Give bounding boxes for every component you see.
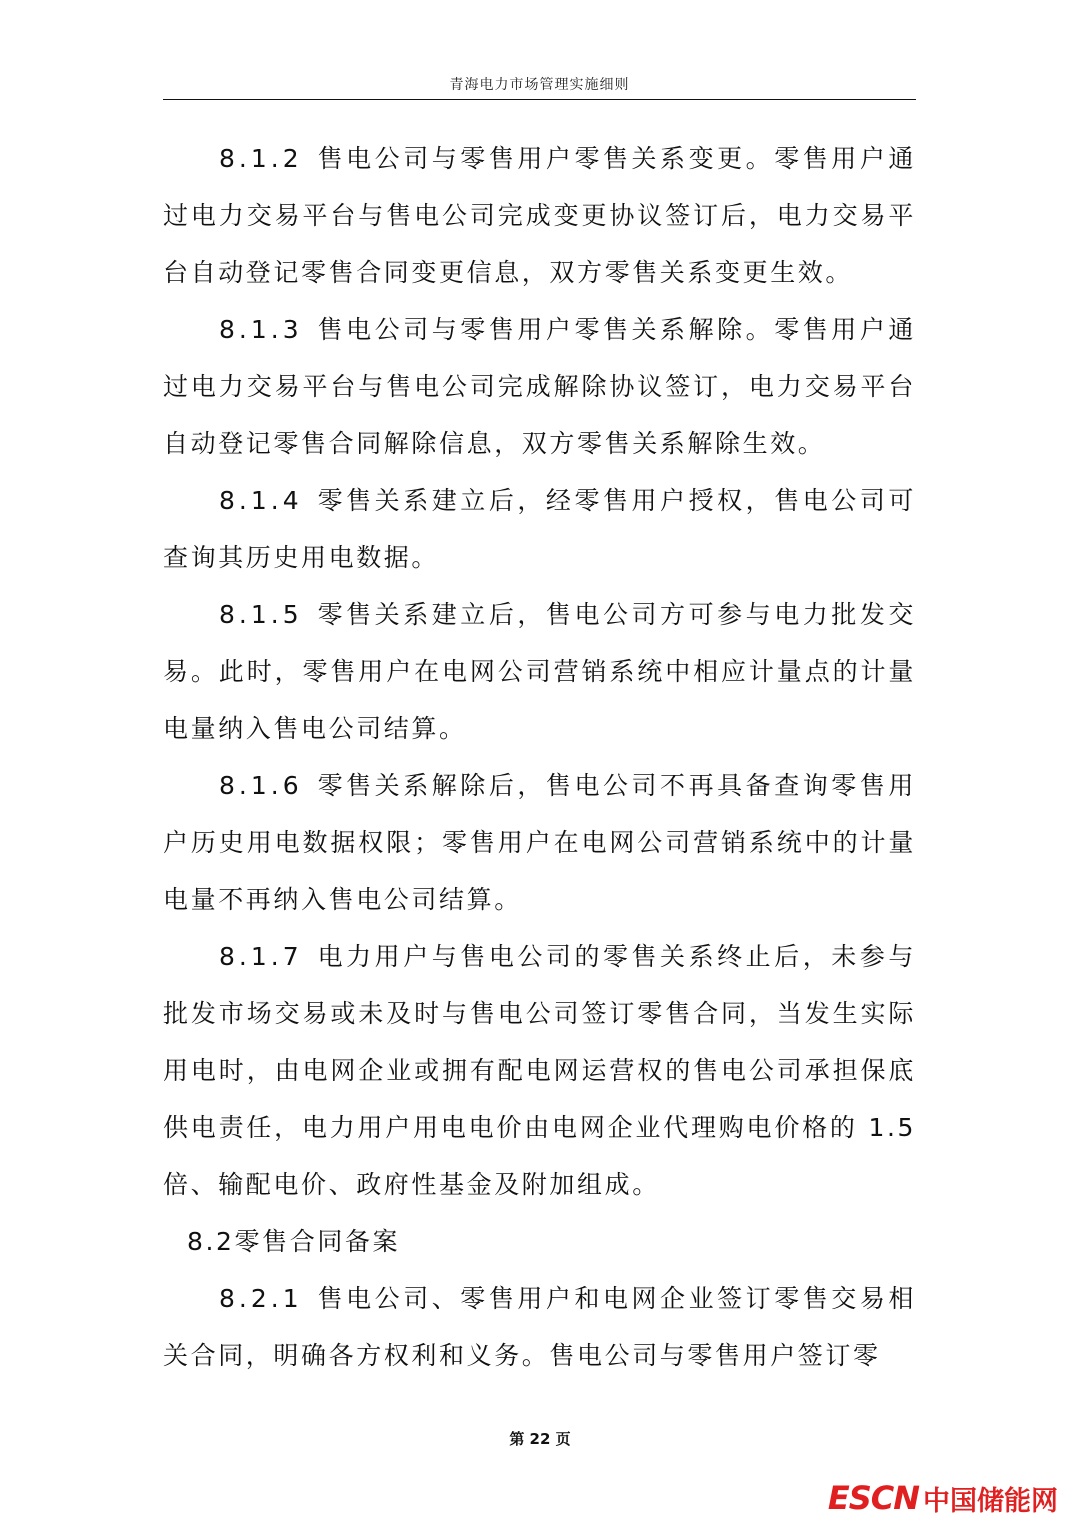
watermark-chinese: 中国储能网 <box>923 1485 1058 1517</box>
clause-number: 8.2.1 <box>219 1284 303 1313</box>
paragraph-text: 售电公司与零售用户零售关系解除。零售用户通过电力交易平台与售电公司完成解除协议签订，电力交易平台自动登记零售合同解除信息，双方零售关系解除生效。 <box>163 315 916 458</box>
section-heading-8-2: 8.2零售合同备案 <box>187 1227 401 1256</box>
clause-number: 8.1.2 <box>219 144 303 173</box>
clause-number: 8.1.4 <box>219 486 303 515</box>
paragraph-8-1-7 <box>163 928 916 1213</box>
running-header: 青海电力市场管理实施细则 <box>449 77 630 93</box>
watermark-latin: ESCN <box>827 1479 919 1517</box>
document-body <box>163 130 916 1384</box>
escn-watermark-logo <box>828 1480 1058 1516</box>
paragraph-8-1-3 <box>163 301 916 472</box>
paragraph-8-1-5 <box>163 586 916 757</box>
paragraph-text: 售电公司、零售用户和电网企业签订零售交易相关合同，明确各方权利和义务。售电公司与零售用户签订零 <box>163 1284 916 1370</box>
paragraph-text: 零售关系建立后，售电公司方可参与电力批发交易。此时，零售用户在电网公司营销系统中相应计量点的计量电量纳入售电公司结算。 <box>163 600 916 743</box>
paragraph-text: 零售关系解除后，售电公司不再具备查询零售用户历史用电数据权限；零售用户在电网公司营销系统中的计量电量不再纳入售电公司结算。 <box>163 771 916 914</box>
paragraph-text: 售电公司与零售用户零售关系变更。零售用户通过电力交易平台与售电公司完成变更协议签订后，电力交易平台自动登记零售合同变更信息，双方零售关系变更生效。 <box>163 144 916 287</box>
header-divider <box>163 99 916 100</box>
paragraph-text: 电力用户与售电公司的零售关系终止后，未参与批发市场交易或未及时与售电公司签订零售合同，当发生实际用电时，由电网企业或拥有配电网运营权的售电公司承担保底供电责任，电力用户用电电价由电网企业代理购电价格的 1.5 倍、输配电价、政府性基金及附加组成。 <box>163 942 916 1199</box>
clause-number: 8.1.5 <box>219 600 303 629</box>
clause-number: 8.1.7 <box>219 942 303 971</box>
clause-number: 8.1.6 <box>219 771 303 800</box>
clause-number: 8.1.3 <box>219 315 303 344</box>
page-number: 第 22 页 <box>509 1430 571 1448</box>
paragraph-8-1-6 <box>163 757 916 928</box>
paragraph-8-2-1 <box>163 1270 916 1384</box>
paragraph-text: 零售关系建立后，经零售用户授权，售电公司可查询其历史用电数据。 <box>163 486 916 572</box>
paragraph-8-1-2 <box>163 130 916 301</box>
paragraph-8-1-4 <box>163 472 916 586</box>
